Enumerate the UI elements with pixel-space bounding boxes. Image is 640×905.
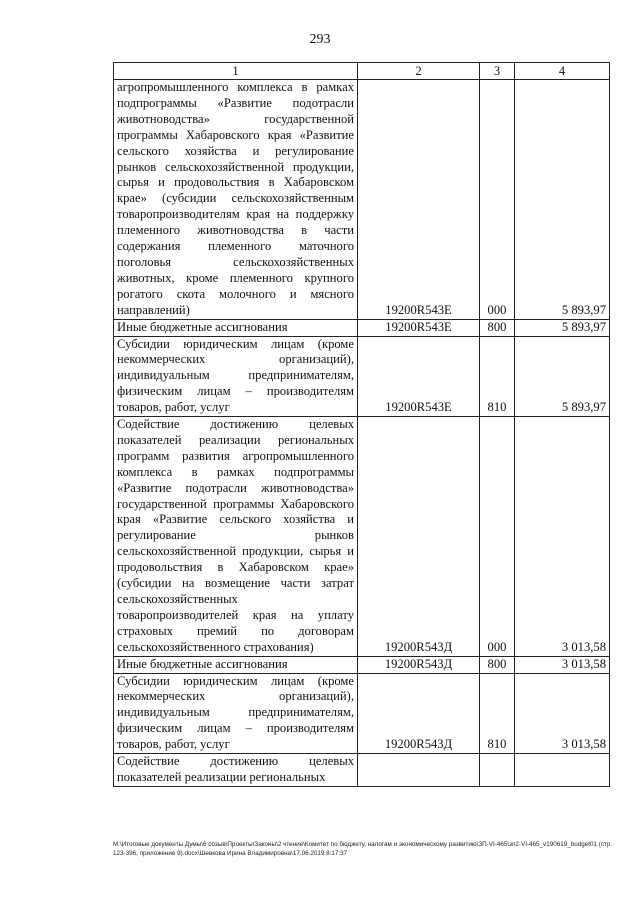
row-name: Иные бюджетные ассигнования: [114, 319, 358, 336]
row-sum: 5 893,97: [515, 336, 610, 417]
table-row: [114, 80, 610, 320]
row-code: 19200R543Е: [358, 336, 480, 417]
row-code: 19200R543Е: [358, 319, 480, 336]
table-row: [114, 754, 610, 787]
row-name: Субсидии юридическим лицам (кроме некоммерческих организаций), индивидуальным предпринимателям, физическим лицам – производителям товаров, работ, услуг: [114, 336, 358, 417]
table-header-row: [114, 63, 610, 80]
row-sum: [515, 754, 610, 787]
row-code: 19200R543Д: [358, 656, 480, 673]
row-sum: 5 893,97: [515, 80, 610, 320]
table-row: [114, 417, 610, 657]
page-number: 293: [309, 32, 331, 47]
row-vr: 000: [480, 417, 515, 657]
row-sum: 3 013,58: [515, 656, 610, 673]
row-name: Содействие достижению целевых показателей реализации региональных: [114, 754, 358, 787]
row-sum: 3 013,58: [515, 673, 610, 754]
header-col-1: 1: [114, 63, 358, 80]
row-vr: [480, 754, 515, 787]
header-col-4: 4: [515, 63, 610, 80]
row-vr: 800: [480, 319, 515, 336]
row-code: 19200R543Е: [358, 80, 480, 320]
row-sum: 5 893,97: [515, 319, 610, 336]
table-row: [114, 319, 610, 336]
row-vr: 000: [480, 80, 515, 320]
header-col-3: 3: [480, 63, 515, 80]
row-code: [358, 754, 480, 787]
budget-table: [113, 62, 610, 787]
row-sum: 3 013,58: [515, 417, 610, 657]
table-row: [114, 336, 610, 417]
row-vr: 810: [480, 336, 515, 417]
row-code: 19200R543Д: [358, 673, 480, 754]
row-vr: 810: [480, 673, 515, 754]
table-row: [114, 656, 610, 673]
table-row: [114, 673, 610, 754]
row-name: Субсидии юридическим лицам (кроме некоммерческих организаций), индивидуальным предпринимателям, физическим лицам – производителям товаров, работ, услуг: [114, 673, 358, 754]
row-name: Иные бюджетные ассигнования: [114, 656, 358, 673]
row-vr: 800: [480, 656, 515, 673]
header-col-2: 2: [358, 63, 480, 80]
document-path-footer: M:\Итоговые документы Думы\6 созыв\Проекты\Законы\2 чтение\Комитет по бюджету, налогам и экономическому развитию\ЗП-VI-465\зп2-VI-465_v190619_budget01 (стр.123-396, приложение 9).docx\Шевкова Ирина Владимировна\17.06.2019 8:17:37: [113, 841, 613, 857]
row-name: агропромышленного комплекса в рамках подпрограммы «Развитие подотрасли животноводства» государственной программы Хабаровского края «Развитие сельского хозяйства и регулирование рынков сельскохозяйственной продукции, сырья и продовольствия в Хабаровском крае» (субсидии сельскохозяйственным товаропроизводителям края на поддержку племенного животноводства в части содержания племенного маточного поголовья сельскохозяйственных животных, кроме племенного крупного рогатого скота молочного и мясного направлений): [114, 80, 358, 320]
row-code: 19200R543Д: [358, 417, 480, 657]
row-name: Содействие достижению целевых показателей реализации региональных программ развития агропромышленного комплекса в рамках подпрограммы «Развитие подотрасли животноводства» государственной программы Хабаровского края «Развитие сельского хозяйства и регулирование рынков сельскохозяйственной продукции, сырья и продовольствия в Хабаровском крае» (субсидии на возмещение части затрат сельскохозяйственных товаропроизводителей края на уплату страховых премий по договорам сельскохозяйственного страхования): [114, 417, 358, 657]
